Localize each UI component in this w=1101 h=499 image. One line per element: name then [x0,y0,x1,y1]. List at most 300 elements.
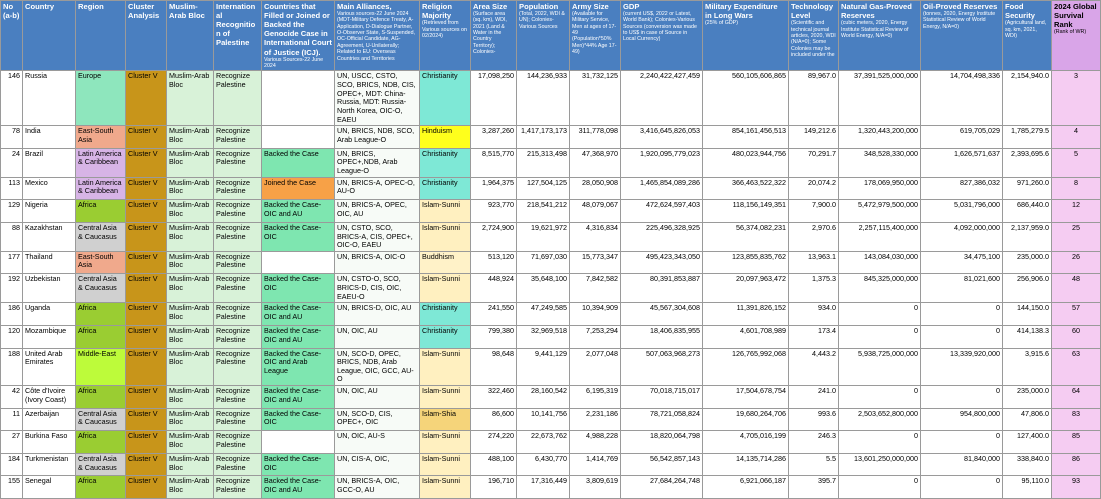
alliances-cell: UN, OIC, AU [335,325,420,348]
technology-cell: 20,074.2 [789,177,839,200]
cluster-cell: Cluster V [126,476,167,499]
no: 24 [1,148,23,177]
technology-cell: 395.7 [789,476,839,499]
army-cell: 28,050,908 [570,177,621,200]
military-cell: 560,105,606,865 [703,71,789,126]
no: 192 [1,274,23,303]
technology-cell: 149,212.6 [789,126,839,149]
food-security-cell: 47,806.0 [1003,408,1052,431]
food-security-cell: 2,393,695.6 [1003,148,1052,177]
column-header-note: (tonnes, 2020, Energy Institute Statistical Review of World Energy, N/A=0) [923,11,996,30]
alliances-cell: UN, BRICS, OPEC+,NDB, Arab League-O [335,148,420,177]
military-cell: 56,374,082,231 [703,222,789,251]
recognition-cell: Recognize Palestine [214,126,262,149]
alliances-cell: UN, OIC, AU-S [335,431,420,454]
gas-reserves-cell: 0 [839,386,921,409]
population-cell: 17,316,449 [517,476,570,499]
gas-reserves-cell: 1,320,443,200,000 [839,126,921,149]
alliances-cell: UN, BRICS-D, OIC, AU [335,303,420,326]
no: 186 [1,303,23,326]
religion-cell: Christianity [420,303,471,326]
military-cell: 19,680,264,706 [703,408,789,431]
no: 42 [1,386,23,409]
gas-reserves-cell: 5,472,979,500,000 [839,200,921,223]
army-cell: 15,773,347 [570,251,621,274]
gdp-cell: 507,063,968,273 [621,348,703,386]
table-row [1,148,1101,177]
gdp-cell: 225,496,328,925 [621,222,703,251]
column-header [570,1,621,71]
military-cell: 17,504,678,754 [703,386,789,409]
area-cell: 196,710 [471,476,517,499]
bloc-cell: Muslim-Arab Bloc [167,303,214,326]
region-cell: Middle-East [76,348,126,386]
cluster-cell: Cluster V [126,148,167,177]
no: 155 [1,476,23,499]
region-cell: East-South Asia [76,126,126,149]
food-security-cell: 2,154,940.0 [1003,71,1052,126]
gdp-cell: 495,423,343,050 [621,251,703,274]
army-cell: 6,195,319 [570,386,621,409]
region-cell: Europe [76,71,126,126]
army-cell: 48,079,067 [570,200,621,223]
food-security-cell: 95,110.0 [1003,476,1052,499]
column-header-note: Various sources-22 June 2024 (MDT-Military Defence Treaty, A-Application, D-Dialogue Partner, O-Observer State, S-Suspended, OC-Official Candidate, AG-Agreement, U-Unilaterally; Related to EU: Overseas Countries and Territories [337,11,416,62]
icj-case-cell [262,126,335,149]
population-cell: 144,236,933 [517,71,570,126]
religion-cell: Islam-Sunni [420,222,471,251]
oil-reserves-cell: 14,704,498,336 [921,71,1003,126]
country-cell: Brazil [23,148,76,177]
military-cell: 480,023,944,756 [703,148,789,177]
bloc-cell: Muslim-Arab Bloc [167,177,214,200]
alliances-cell: UN, SCO-D, CIS, OPEC+, OIC [335,408,420,431]
survival-rank-cell: 26 [1052,251,1101,274]
cluster-cell: Cluster V [126,126,167,149]
cluster-cell: Cluster V [126,431,167,454]
gdp-cell: 18,406,835,955 [621,325,703,348]
column-header-note: (cubic meters, 2020, Energy Institute Statistical Review of World Energy, N/A=0) [841,20,909,39]
survival-rank-cell: 25 [1052,222,1101,251]
oil-reserves-cell: 34,475,100 [921,251,1003,274]
gdp-cell: 1,920,095,779,023 [621,148,703,177]
technology-cell: 2,970.6 [789,222,839,251]
bloc-cell: Muslim-Arab Bloc [167,222,214,251]
country-cell: Azerbaijan [23,408,76,431]
icj-case-cell: Backed the Case-OIC and AU [262,325,335,348]
region-cell: Latin America & Caribbean [76,177,126,200]
column-header-title: No (a-b) [3,2,20,21]
area-cell: 799,380 [471,325,517,348]
region-cell: Africa [76,386,126,409]
gdp-cell: 70,018,715,017 [621,386,703,409]
population-cell: 28,160,542 [517,386,570,409]
religion-cell: Islam-Sunni [420,348,471,386]
gas-reserves-cell: 143,084,030,000 [839,251,921,274]
gdp-cell: 1,465,854,089,286 [621,177,703,200]
bloc-cell: Muslim-Arab Bloc [167,325,214,348]
population-cell: 127,504,125 [517,177,570,200]
cluster-cell: Cluster V [126,386,167,409]
column-header-title: Army Size [572,2,609,11]
cluster-cell: Cluster V [126,453,167,476]
religion-cell: Christianity [420,325,471,348]
icj-case-cell: Backed the Case-OIC and AU [262,386,335,409]
column-header-note: (Rank of WR) [1054,29,1087,36]
gas-reserves-cell: 0 [839,303,921,326]
alliances-cell: UN, CSTO-O, SCO, BRICS-D, CIS, OIC, EAEU-O [335,274,420,303]
table-row [1,431,1101,454]
alliances-cell: UN, BRICS-A, OPEC-O, AU-O [335,177,420,200]
recognition-cell: Recognize Palestine [214,303,262,326]
region-cell: Africa [76,325,126,348]
no: 27 [1,431,23,454]
table-row [1,476,1101,499]
column-header-note: Various Sources-22 June 2024 [264,56,324,69]
food-security-cell: 1,785,279.5 [1003,126,1052,149]
column-header [921,1,1003,71]
oil-reserves-cell: 81,840,000 [921,453,1003,476]
column-header [335,1,420,71]
military-cell: 4,601,708,989 [703,325,789,348]
population-cell: 215,313,498 [517,148,570,177]
column-header [214,1,262,71]
country-cell: Burkina Faso [23,431,76,454]
table-row [1,71,1101,126]
survival-rank-cell: 5 [1052,148,1101,177]
food-security-cell: 338,840.0 [1003,453,1052,476]
oil-reserves-cell: 4,092,000,000 [921,222,1003,251]
gdp-cell: 3,416,645,826,053 [621,126,703,149]
column-header-title: Population [519,2,559,11]
country-cell: Uganda [23,303,76,326]
cluster-cell: Cluster V [126,303,167,326]
region-cell: Central Asia & Caucasus [76,222,126,251]
area-cell: 513,120 [471,251,517,274]
no: 184 [1,453,23,476]
no: 129 [1,200,23,223]
survival-rank-cell: 3 [1052,71,1101,126]
alliances-cell: UN, USCC, CSTO, SCO, BRICS, NDB, CIS, OPEC+, MDT: China-Russia, MDT: Russia-North Korea, OIC-O, EAEU [335,71,420,126]
military-cell: 6,921,066,187 [703,476,789,499]
icj-case-cell: Backed the Case-OIC [262,408,335,431]
religion-cell: Islam-Sunni [420,453,471,476]
gdp-cell: 56,542,857,143 [621,453,703,476]
survival-rank-cell: 48 [1052,274,1101,303]
military-cell: 854,161,456,513 [703,126,789,149]
column-header [471,1,517,71]
survival-rank-cell: 83 [1052,408,1101,431]
gdp-cell: 78,721,058,824 [621,408,703,431]
region-cell: Africa [76,303,126,326]
table-row [1,303,1101,326]
table-row [1,200,1101,223]
gas-reserves-cell: 5,938,725,000,000 [839,348,921,386]
food-security-cell: 127,400.0 [1003,431,1052,454]
religion-cell: Hinduism [420,126,471,149]
region-cell: Africa [76,431,126,454]
icj-case-cell: Backed the Case-OIC [262,274,335,303]
column-header [23,1,76,71]
gdp-cell: 27,684,264,748 [621,476,703,499]
bloc-cell: Muslim-Arab Bloc [167,126,214,149]
food-security-cell: 2,137,959.0 [1003,222,1052,251]
country-cell: Kazakhstan [23,222,76,251]
technology-cell: 246.3 [789,431,839,454]
gas-reserves-cell: 845,325,000,000 [839,274,921,303]
recognition-cell: Recognize Palestine [214,274,262,303]
table-row [1,274,1101,303]
alliances-cell: UN, BRICS-A, OIC, GCC-O, AU [335,476,420,499]
country-cell: Thailand [23,251,76,274]
alliances-cell: UN, CSTO, SCO, BRICS-A, CIS, OPEC+, OIC-O, EAEU [335,222,420,251]
column-header [517,1,570,71]
recognition-cell: Recognize Palestine [214,251,262,274]
recognition-cell: Recognize Palestine [214,453,262,476]
country-cell: Turkmenistan [23,453,76,476]
country-cell: Russia [23,71,76,126]
icj-case-cell: Backed the Case-OIC and AU [262,200,335,223]
gas-reserves-cell: 37,391,525,000,000 [839,71,921,126]
region-cell: Central Asia & Caucasus [76,274,126,303]
table-row [1,348,1101,386]
population-cell: 19,621,972 [517,222,570,251]
column-header-title: Muslim-Arab Bloc [169,2,205,21]
oil-reserves-cell: 81,021,600 [921,274,1003,303]
religion-cell: Islam-Shia [420,408,471,431]
food-security-cell: 971,260.0 [1003,177,1052,200]
column-header [262,1,335,71]
oil-reserves-cell: 0 [921,476,1003,499]
gas-reserves-cell: 2,257,115,400,000 [839,222,921,251]
religion-cell: Islam-Sunni [420,200,471,223]
table-row [1,222,1101,251]
army-cell: 4,988,228 [570,431,621,454]
technology-cell: 934.0 [789,303,839,326]
icj-case-cell: Backed the Case-OIC [262,222,335,251]
cluster-cell: Cluster V [126,251,167,274]
area-cell: 241,550 [471,303,517,326]
icj-case-cell: Backed the Case-OIC and AU [262,476,335,499]
religion-cell: Christianity [420,148,471,177]
technology-cell: 5.5 [789,453,839,476]
column-header-note: (Retrieved from Various sources on 02/2024) [422,20,467,39]
food-security-cell: 235,000.0 [1003,386,1052,409]
food-security-cell: 256,906.0 [1003,274,1052,303]
area-cell: 86,600 [471,408,517,431]
population-cell: 32,969,518 [517,325,570,348]
country-cell: Mexico [23,177,76,200]
table-row [1,251,1101,274]
oil-reserves-cell: 13,339,920,000 [921,348,1003,386]
table-row [1,386,1101,409]
survival-rank-cell: 8 [1052,177,1101,200]
column-header-title: Natural Gas-Proved Reserves [841,2,912,21]
recognition-cell: Recognize Palestine [214,408,262,431]
technology-cell: 89,967.0 [789,71,839,126]
icj-case-cell: Backed the Case-OIC and AU [262,303,335,326]
column-header [76,1,126,71]
recognition-cell: Recognize Palestine [214,476,262,499]
oil-reserves-cell: 1,626,571,637 [921,148,1003,177]
column-header-title: Food Security [1005,2,1035,21]
military-cell: 118,156,149,351 [703,200,789,223]
military-cell: 14,135,714,286 [703,453,789,476]
column-header-title: GDP [623,2,640,11]
cluster-cell: Cluster V [126,222,167,251]
survival-rank-cell: 86 [1052,453,1101,476]
gas-reserves-cell: 178,069,950,000 [839,177,921,200]
no: 78 [1,126,23,149]
no: 11 [1,408,23,431]
region-cell: East-South Asia [76,251,126,274]
gas-reserves-cell: 0 [839,325,921,348]
column-header [420,1,471,71]
bloc-cell: Muslim-Arab Bloc [167,274,214,303]
no: 113 [1,177,23,200]
country-cell: Uzbekistan [23,274,76,303]
military-cell: 20,097,963,472 [703,274,789,303]
technology-cell: 13,963.1 [789,251,839,274]
column-header-title: Oil-Proved Reserves [923,2,998,11]
column-header [1052,1,1101,71]
army-cell: 2,231,186 [570,408,621,431]
table-row [1,325,1101,348]
alliances-cell: UN, SCO-D, OPEC, BRICS, NDB, Arab League, OIC, GCC, AU-O [335,348,420,386]
gas-reserves-cell: 0 [839,431,921,454]
recognition-cell: Recognize Palestine [214,431,262,454]
army-cell: 1,414,769 [570,453,621,476]
column-header-title: Religion Majority [422,2,452,21]
recognition-cell: Recognize Palestine [214,148,262,177]
survival-rank-cell: 63 [1052,348,1101,386]
column-header-title: International Recognition of Palestine [216,2,256,48]
column-header-note: (Scientific and technical journal articles, 2020, WDI (N/A=0); Some Colonies may be included under the [791,20,836,58]
technology-cell: 1,375.3 [789,274,839,303]
military-cell: 366,463,522,322 [703,177,789,200]
army-cell: 3,809,619 [570,476,621,499]
area-cell: 2,724,900 [471,222,517,251]
recognition-cell: Recognize Palestine [214,222,262,251]
cluster-cell: Cluster V [126,348,167,386]
bloc-cell: Muslim-Arab Bloc [167,200,214,223]
column-header [621,1,703,71]
army-cell: 4,316,834 [570,222,621,251]
recognition-cell: Recognize Palestine [214,200,262,223]
icj-case-cell [262,71,335,126]
religion-cell: Buddhism [420,251,471,274]
army-cell: 7,253,294 [570,325,621,348]
table-row [1,126,1101,149]
army-cell: 2,077,048 [570,348,621,386]
alliances-cell: UN, CIS-A, OIC, [335,453,420,476]
icj-case-cell: Backed the Case-OIC and Arab League [262,348,335,386]
technology-cell: 993.6 [789,408,839,431]
gas-reserves-cell: 2,503,652,800,000 [839,408,921,431]
column-header-title: Military Expenditure in Long Wars [705,2,778,21]
religion-cell: Christianity [420,71,471,126]
population-cell: 9,441,129 [517,348,570,386]
population-cell: 218,541,212 [517,200,570,223]
population-cell: 10,141,756 [517,408,570,431]
recognition-cell: Recognize Palestine [214,71,262,126]
cluster-cell: Cluster V [126,408,167,431]
icj-case-cell [262,431,335,454]
column-header [789,1,839,71]
header-row [1,1,1101,71]
column-header-title: Cluster Analysis [128,2,160,21]
survival-rank-cell: 60 [1052,325,1101,348]
gdp-cell: 18,820,064,798 [621,431,703,454]
area-cell: 923,770 [471,200,517,223]
army-cell: 7,842,582 [570,274,621,303]
population-cell: 22,673,762 [517,431,570,454]
area-cell: 1,964,375 [471,177,517,200]
column-header-title: Area Size [473,2,508,11]
country-cell: Senegal [23,476,76,499]
food-security-cell: 686,440.0 [1003,200,1052,223]
area-cell: 8,515,770 [471,148,517,177]
column-header [703,1,789,71]
column-header-note: (Surface area (sq. km), WDI, 2021 (Land & Water in the Country Territory); Colonies- [473,11,507,56]
religion-cell: Islam-Sunni [420,476,471,499]
no: 188 [1,348,23,386]
table-row [1,408,1101,431]
region-cell: Africa [76,476,126,499]
army-cell: 31,732,125 [570,71,621,126]
army-cell: 47,368,970 [570,148,621,177]
area-cell: 98,648 [471,348,517,386]
icj-case-cell: Joined the Case [262,177,335,200]
region-cell: Africa [76,200,126,223]
bloc-cell: Muslim-Arab Bloc [167,431,214,454]
army-cell: 311,778,098 [570,126,621,149]
survival-rank-cell: 85 [1052,431,1101,454]
bloc-cell: Muslim-Arab Bloc [167,476,214,499]
table-row [1,177,1101,200]
column-header-title: Countries that Filled or Joined or Backed the Genocide Case in International Court of Justice (ICJ). [264,2,332,57]
survival-rank-cell: 12 [1052,200,1101,223]
military-cell: 126,765,992,068 [703,348,789,386]
alliances-cell: UN, BRICS-A, OIC-O [335,251,420,274]
bloc-cell: Muslim-Arab Bloc [167,251,214,274]
no: 177 [1,251,23,274]
technology-cell: 241.0 [789,386,839,409]
technology-cell: 4,443.2 [789,348,839,386]
gas-reserves-cell: 348,528,330,000 [839,148,921,177]
army-cell: 10,394,909 [570,303,621,326]
column-header-note: (current US$, 2022 or Latest, World Bank); Colonies-Various Sources (conversion was made to US$ in case of Source in Local Currency) [623,11,697,43]
column-header-note: (Agricultural land, sq. km, 2021, WDI) [1005,20,1047,39]
survival-rank-cell: 57 [1052,303,1101,326]
oil-reserves-cell: 827,386,032 [921,177,1003,200]
gdp-cell: 80,391,853,887 [621,274,703,303]
column-header-title: Technology Level [791,2,834,21]
military-cell: 11,391,826,152 [703,303,789,326]
gdp-cell: 2,240,422,427,459 [621,71,703,126]
religion-cell: Christianity [420,177,471,200]
icj-case-cell: Backed the Case [262,148,335,177]
population-cell: 47,249,585 [517,303,570,326]
bloc-cell: Muslim-Arab Bloc [167,453,214,476]
cluster-cell: Cluster V [126,177,167,200]
oil-reserves-cell: 0 [921,386,1003,409]
region-cell: Latin America & Caribbean [76,148,126,177]
alliances-cell: UN, OIC, AU [335,386,420,409]
alliances-cell: UN, BRICS, NDB, SCO, Arab League-O [335,126,420,149]
gdp-cell: 472,624,597,403 [621,200,703,223]
no: 146 [1,71,23,126]
